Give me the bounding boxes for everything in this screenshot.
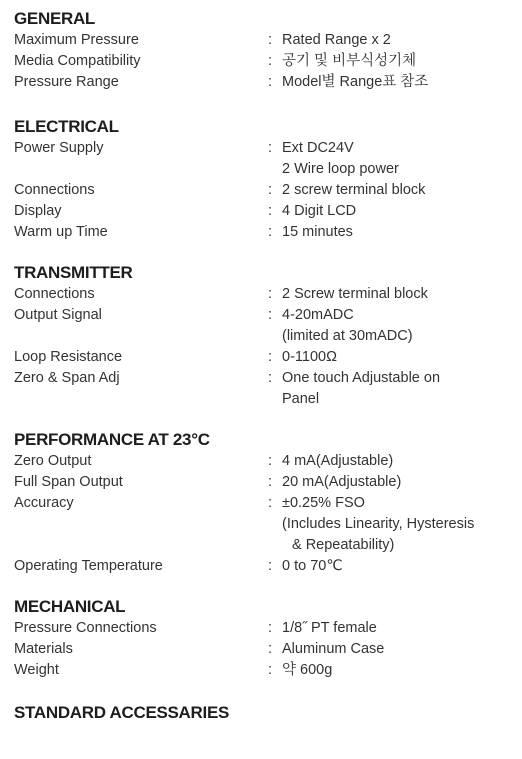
section-performance xyxy=(14,429,514,577)
spec-label: Accuracy xyxy=(14,495,74,511)
spec-value: ±0.25% FSO xyxy=(282,495,365,511)
spec-row-operating-temperature: Operating Temperature : 0 to 70℃ xyxy=(14,556,514,577)
section-accessories xyxy=(14,702,514,724)
spec-label: Materials xyxy=(14,641,73,657)
spec-row-pressure-range: Pressure Range : Model별 Range표 참조 xyxy=(14,72,514,93)
section-heading-general: GENERAL xyxy=(14,9,96,28)
spec-row-connections: Connections : 2 screw terminal block xyxy=(14,180,514,201)
spec-value: 약 600g xyxy=(282,662,333,678)
spec-value: 4 mA(Adjustable) xyxy=(282,453,394,469)
spec-label: Zero & Span Adj xyxy=(14,370,120,386)
section-electrical xyxy=(14,116,514,243)
spec-row-media-compatibility: Media Compatibility : 공기 및 비부식성기체 xyxy=(14,51,514,72)
spec-row-connections: Connections : 2 Screw terminal block xyxy=(14,284,514,305)
spec-row-zero-output: Zero Output : 4 mA(Adjustable) xyxy=(14,451,514,472)
spec-row-weight: Weight : 약 600g xyxy=(14,660,514,681)
spec-row-maximum-pressure: Maximum Pressure : Rated Range x 2 xyxy=(14,30,514,51)
spec-value: Model별 Range표 참조 xyxy=(282,74,429,90)
spec-label: Pressure Range xyxy=(14,74,119,90)
spec-row-warm-up-time: Warm up Time : 15 minutes xyxy=(14,222,514,243)
spec-value-continued: & Repeatability) xyxy=(292,537,395,553)
spec-label: Operating Temperature xyxy=(14,558,163,574)
spec-value: 15 minutes xyxy=(282,224,353,240)
spec-row-output-signal: Output Signal : 4-20mADC (limited at 30mADC) xyxy=(14,305,514,347)
spec-row-pressure-connections: Pressure Connections : 1/8˝ PT female xyxy=(14,618,514,639)
spec-value: One touch Adjustable on xyxy=(282,370,441,386)
spec-row-full-span-output: Full Span Output : 20 mA(Adjustable) xyxy=(14,472,514,493)
spec-value: 공기 및 비부식성기체 xyxy=(282,53,417,69)
spec-value: Rated Range x 2 xyxy=(282,32,391,48)
spec-label: Connections xyxy=(14,286,95,302)
spec-row-materials: Materials : Aluminum Case xyxy=(14,639,514,660)
spec-label: Weight xyxy=(14,662,59,678)
spec-row-power-supply: Power Supply : Ext DC24V 2 Wire loop power xyxy=(14,138,514,180)
section-heading-mechanical: MECHANICAL xyxy=(14,597,126,616)
spec-value: 2 screw terminal block xyxy=(282,182,426,198)
spec-label: Pressure Connections xyxy=(14,620,157,636)
section-heading-performance: PERFORMANCE AT 23°C xyxy=(14,430,210,449)
spec-row-zero-span-adj: Zero & Span Adj : One touch Adjustable on Panel xyxy=(14,368,514,410)
section-heading-transmitter: TRANSMITTER xyxy=(14,263,133,282)
spec-label: Warm up Time xyxy=(14,224,108,240)
spec-row-loop-resistance: Loop Resistance : 0-1100Ω xyxy=(14,347,514,368)
spec-label: Display xyxy=(14,203,62,219)
spec-value: 4 Digit LCD xyxy=(282,203,357,219)
spec-label: Maximum Pressure xyxy=(14,32,139,48)
spec-label: Connections xyxy=(14,182,95,198)
spec-row-display: Display : 4 Digit LCD xyxy=(14,201,514,222)
section-heading-electrical: ELECTRICAL xyxy=(14,117,119,136)
spec-label: Power Supply xyxy=(14,140,104,156)
spec-label: Full Span Output xyxy=(14,474,123,490)
section-general xyxy=(14,8,514,93)
section-mechanical xyxy=(14,596,514,681)
spec-value: 2 Screw terminal block xyxy=(282,286,428,302)
spec-value: 4-20mADC xyxy=(282,307,354,323)
spec-label: Output Signal xyxy=(14,307,102,323)
spec-value: 0 to 70℃ xyxy=(282,558,343,574)
spec-value: Aluminum Case xyxy=(282,641,385,657)
spec-value-continued: 2 Wire loop power xyxy=(282,161,399,177)
spec-label: Zero Output xyxy=(14,453,92,469)
spec-value-continued: (Includes Linearity, Hysteresis xyxy=(282,516,475,532)
spec-value: 0-1100Ω xyxy=(282,349,337,365)
spec-value-continued: Panel xyxy=(282,391,320,407)
spec-row-accuracy: Accuracy : ±0.25% FSO (Includes Linearity, Hysteresis & Repeatability) xyxy=(14,493,514,556)
section-transmitter xyxy=(14,262,514,410)
spec-value: 20 mA(Adjustable) xyxy=(282,474,402,490)
spec-value: 1/8˝ PT female xyxy=(282,620,377,636)
section-heading-accessories: STANDARD ACCESSARIES xyxy=(14,703,230,722)
spec-label: Loop Resistance xyxy=(14,349,123,365)
spec-value: Ext DC24V xyxy=(282,140,354,156)
spec-value-continued: (limited at 30mADC) xyxy=(282,328,413,344)
spec-label: Media Compatibility xyxy=(14,53,141,69)
